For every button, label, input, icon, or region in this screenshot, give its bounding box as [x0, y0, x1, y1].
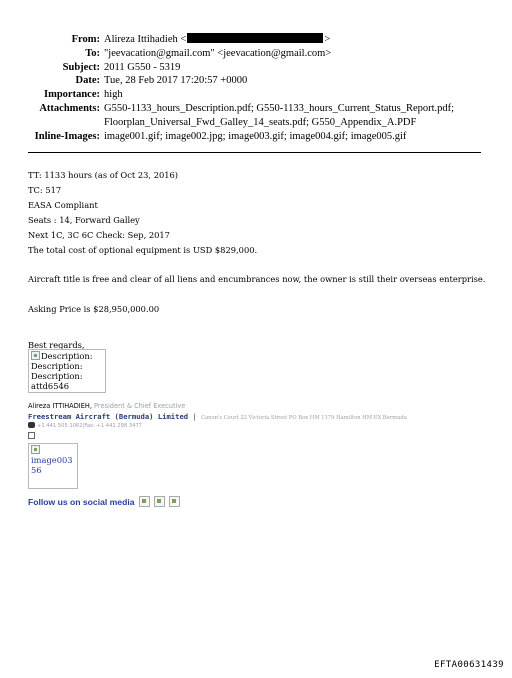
signature-phone-line	[28, 422, 142, 429]
body-optional-cost: The total cost of optional equipment is USD $829,000.	[28, 245, 258, 255]
logo-placeholder-line-2: 56	[31, 465, 42, 475]
from-row	[0, 33, 512, 47]
attachments-line-1: G550-1133_hours_Description.pdf; G550-1133_hours_Current_Status_Report.pdf;	[104, 102, 455, 114]
subject-label: Subject:	[62, 61, 100, 73]
body-tt: TT: 1133 hours (as of Oct 23, 2016)	[28, 170, 179, 180]
from-name: Alireza Ittihadieh <	[104, 34, 187, 45]
body-easa: EASA Compliant	[28, 200, 98, 210]
placeholder-line-2: Description:	[31, 361, 83, 371]
signature-company-line	[28, 412, 407, 421]
placeholder-line-4: attd6546	[31, 381, 70, 391]
social-image-icon[interactable]	[169, 496, 180, 507]
broken-image-icon	[31, 445, 40, 454]
placeholder-line-1: Description:	[41, 351, 93, 361]
company-name: Freestream Aircraft (Bermuda) Limited	[28, 412, 189, 421]
to-row	[0, 47, 512, 61]
to-value: "jeevacation@gmail.com" <jeevacation@gmail.com>	[104, 47, 332, 59]
importance-row	[0, 88, 512, 102]
redaction-bar	[187, 33, 323, 43]
body-seats: Seats : 14, Forward Galley	[28, 215, 140, 225]
signature-title: President & Chief Executive	[94, 402, 186, 410]
placeholder-line-3: Description:	[31, 371, 83, 381]
subject-row	[0, 61, 512, 75]
body-tc: TC: 517	[28, 185, 62, 195]
company-address: Canon's Court 22 Victoria Street PO Box HM 1179 Hamilton HM EX Bermuda	[201, 415, 407, 421]
inline-images-label: Inline-Images:	[34, 130, 100, 142]
inline-images-row	[0, 130, 512, 144]
logo-image-placeholder	[28, 443, 78, 489]
attachments-line-2: Floorplan_Universal_Fwd_Galley_14_seats.pdf; G550_Appendix_A.PDF	[104, 116, 417, 128]
company-separator: |	[192, 412, 197, 421]
body-asking-price: Asking Price is $28,950,000.00	[28, 304, 160, 314]
date-value: Tue, 28 Feb 2017 17:20:57 +0000	[104, 75, 248, 87]
from-label: From:	[71, 34, 100, 45]
date-row	[0, 74, 512, 88]
small-image-icon	[28, 432, 35, 439]
importance-label: Importance:	[44, 89, 100, 101]
from-close: >	[324, 34, 331, 45]
attachments-value	[104, 102, 512, 130]
social-image-icon[interactable]	[139, 496, 150, 507]
date-label: Date:	[75, 75, 100, 87]
logo-placeholder-line-1: image003	[31, 455, 73, 465]
email-header	[0, 33, 512, 143]
attachments-row	[0, 102, 512, 130]
body-title-status: Aircraft title is free and clear of all liens and encumbrances now, the owner is still their overseas enterprise.	[28, 274, 486, 284]
phone-fax: +1 441 505 1062|Fax: +1 441 298 3477	[37, 423, 143, 429]
subject-value: 2011 G550 - 5319	[104, 61, 181, 73]
description-image-placeholder	[28, 349, 106, 393]
social-label[interactable]: Follow us on social media	[28, 497, 135, 507]
from-value	[104, 33, 512, 47]
social-media-line	[28, 496, 180, 507]
attachments-label: Attachments:	[39, 102, 100, 114]
inline-images-value: image001.gif; image002.jpg; image003.gif; image004.gif; image005.gif	[104, 130, 407, 142]
header-divider	[28, 152, 481, 153]
social-image-icon[interactable]	[154, 496, 165, 507]
importance-value: high	[104, 89, 123, 101]
body-regards: Best regards,	[28, 340, 85, 350]
phone-icon	[28, 422, 35, 428]
to-label: To:	[85, 47, 100, 59]
signature-name: Alireza ITTIHADIEH,	[28, 402, 92, 410]
broken-image-icon	[31, 351, 40, 360]
body-next-check: Next 1C, 3C 6C Check: Sep, 2017	[28, 230, 170, 240]
document-id: EFTA00631439	[434, 660, 504, 670]
signature-name-line	[28, 402, 185, 410]
